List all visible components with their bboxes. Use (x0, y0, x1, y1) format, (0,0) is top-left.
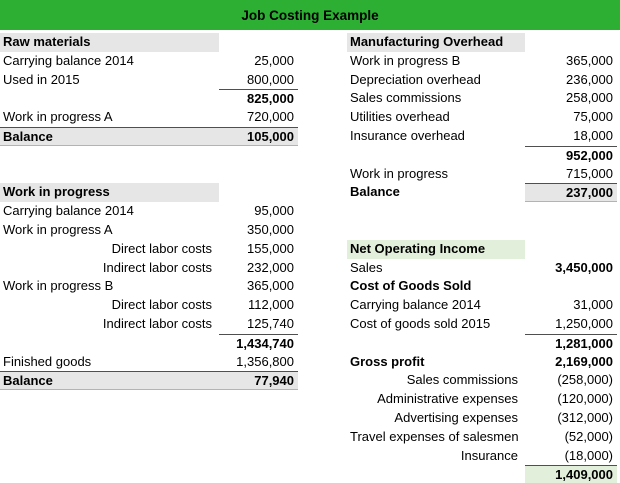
row-value: 155,000 (247, 240, 294, 256)
table-row (347, 277, 617, 296)
table-row (347, 315, 617, 334)
section-header (347, 33, 617, 52)
row-label (347, 334, 525, 353)
row-value: 800,000 (247, 71, 294, 87)
row-value: 3,450,000 (555, 259, 613, 275)
section-header-label: Manufacturing Overhead (347, 33, 525, 52)
row-value: 720,000 (247, 109, 294, 125)
net-operating-income-section (347, 240, 617, 483)
table-row (0, 315, 298, 334)
row-value: 825,000 (219, 89, 298, 108)
table-row (0, 259, 298, 278)
section-header-label: Net Operating Income (347, 240, 525, 259)
row-label: Balance (3, 373, 53, 389)
row-label: Cost of goods sold 2015 (350, 315, 491, 331)
row-label: Insurance overhead (350, 127, 465, 143)
left-column (0, 33, 298, 390)
row-label: Finished goods (3, 353, 92, 369)
row-value: 365,000 (566, 52, 613, 68)
table-row (0, 52, 298, 71)
row-value: 25,000 (254, 52, 294, 68)
section-header (347, 240, 617, 259)
section-header-label: Raw materials (0, 33, 219, 52)
row-value: 232,000 (247, 259, 294, 275)
row-label: Balance (350, 184, 400, 200)
table-row (0, 89, 298, 108)
row-value: 31,000 (573, 297, 613, 313)
table-row (347, 371, 617, 390)
row-label: Carrying balance 2014 (3, 203, 134, 219)
row-value: 236,000 (566, 71, 613, 87)
row-label: Cost of Goods Sold (350, 278, 472, 294)
row-value: 1,281,000 (525, 334, 617, 353)
table-row (0, 296, 298, 315)
row-label: Indirect labor costs (102, 259, 212, 275)
row-label: Carrying balance 2014 (3, 52, 134, 68)
right-column (347, 33, 617, 483)
table-row (347, 353, 617, 372)
row-value: 75,000 (573, 109, 613, 125)
row-label: Direct labor costs (111, 240, 212, 256)
table-row (0, 334, 298, 353)
row-label: Sales commissions (350, 90, 462, 106)
row-label: Gross profit (350, 353, 425, 369)
row-label: Work in progress B (350, 52, 461, 68)
row-value: 2,169,000 (555, 353, 613, 369)
row-value: 365,000 (247, 278, 294, 294)
section-header-value (525, 33, 617, 52)
row-label: Administrative expenses (377, 391, 518, 407)
table-row (347, 465, 617, 483)
row-value: 952,000 (525, 146, 617, 165)
row-label: Travel expenses of salesmen (350, 428, 519, 444)
row-label: Insurance (460, 447, 518, 463)
row-label: Indirect labor costs (102, 315, 212, 331)
row-value: 105,000 (247, 128, 294, 144)
section-header (0, 33, 298, 52)
table-row (347, 165, 617, 184)
row-value: 77,940 (254, 373, 294, 389)
table-row (0, 202, 298, 221)
table-row (347, 334, 617, 353)
table-row (347, 183, 617, 202)
row-label: Work in progress B (3, 278, 114, 294)
row-label: Depreciation overhead (350, 71, 481, 87)
row-value: 95,000 (254, 203, 294, 219)
section-header-value (219, 183, 298, 202)
row-value: 18,000 (573, 127, 613, 143)
table-row (347, 71, 617, 90)
row-value: 258,000 (566, 90, 613, 106)
row-label (0, 334, 219, 353)
table-row (347, 296, 617, 315)
table-row (347, 390, 617, 409)
table-row (347, 108, 617, 127)
row-label: Work in progress A (3, 221, 113, 237)
sheet-title: Job Costing Example (0, 0, 620, 30)
row-value: (258,000) (557, 372, 613, 388)
raw-materials-section (0, 33, 298, 146)
row-label: Work in progress A (3, 109, 113, 125)
section-header-value (525, 240, 617, 259)
row-label: Sales (350, 259, 383, 275)
table-row (347, 447, 617, 466)
row-label: Advertising expenses (394, 409, 518, 425)
table-row (0, 277, 298, 296)
table-row (347, 146, 617, 165)
table-row (0, 240, 298, 259)
row-value: 237,000 (525, 183, 617, 202)
row-label (347, 465, 525, 483)
table-row (347, 428, 617, 447)
table-row (0, 371, 298, 390)
row-label: Balance (3, 128, 53, 144)
section-header-label: Work in progress (0, 183, 219, 202)
table-row (0, 71, 298, 90)
section-header-value (219, 33, 298, 52)
row-value: 1,250,000 (555, 315, 613, 331)
row-value: 715,000 (566, 165, 613, 181)
row-label: Carrying balance 2014 (350, 297, 481, 313)
row-label: Work in progress (350, 165, 449, 181)
row-value: (18,000) (564, 447, 613, 463)
row-value: 125,740 (247, 315, 294, 331)
table-row (347, 259, 617, 278)
row-label (0, 89, 219, 108)
row-label: Direct labor costs (111, 297, 212, 313)
section-header (0, 183, 298, 202)
row-value: (52,000) (564, 428, 613, 444)
row-value: 1,409,000 (525, 465, 617, 483)
table-row (0, 353, 298, 372)
row-value: 1,356,800 (236, 353, 294, 369)
row-value: 1,434,740 (219, 334, 298, 353)
table-row (347, 89, 617, 108)
row-value: 112,000 (247, 297, 294, 313)
row-label: Sales commissions (406, 372, 518, 388)
row-value: (312,000) (557, 409, 613, 425)
row-value: (120,000) (557, 391, 613, 407)
row-label: Used in 2015 (3, 71, 80, 87)
table-row (347, 409, 617, 428)
row-value: 350,000 (247, 221, 294, 237)
row-label: Utilities overhead (350, 109, 450, 125)
table-row (0, 221, 298, 240)
table-row (0, 108, 298, 127)
table-row (347, 52, 617, 71)
table-row (0, 127, 298, 146)
manufacturing-overhead-section (347, 33, 617, 202)
table-row (347, 127, 617, 146)
row-label (347, 146, 525, 165)
row-value (525, 277, 617, 296)
work-in-progress-section (0, 183, 298, 390)
